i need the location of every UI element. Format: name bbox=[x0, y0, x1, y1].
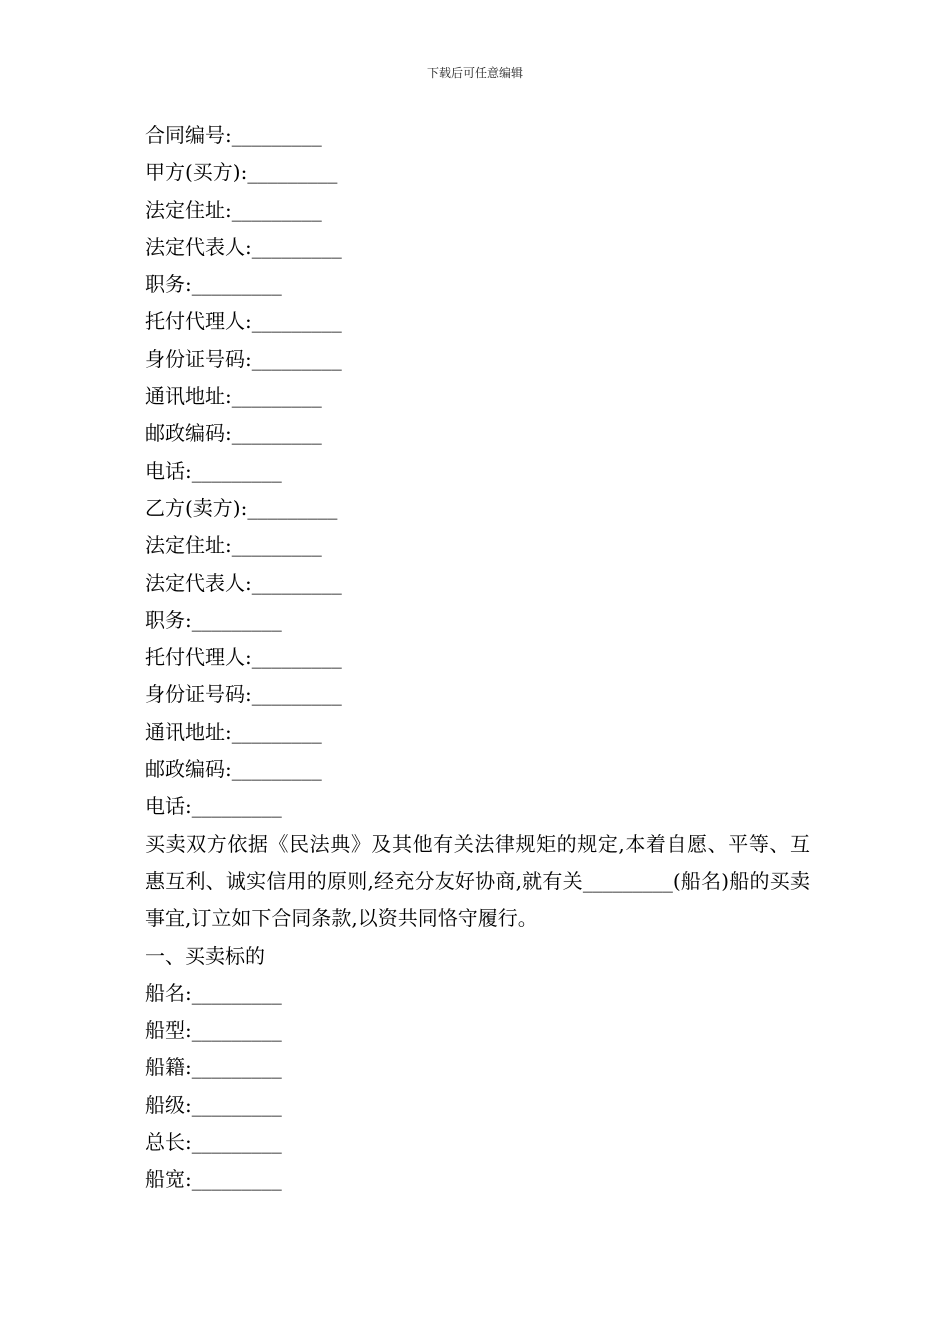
ship-registry-field: 船籍:_________ bbox=[145, 1055, 282, 1080]
party-b-field: 乙方(卖方):_________ bbox=[145, 495, 338, 520]
ship-type-field: 船型:_________ bbox=[145, 1018, 282, 1043]
ship-class-field: 船级:_________ bbox=[145, 1092, 282, 1117]
party-b-legal-rep-field: 法定代表人:_________ bbox=[145, 570, 342, 595]
party-a-mailing-address-field: 通讯地址:_________ bbox=[145, 384, 322, 409]
party-b-agent-field: 托付代理人:_________ bbox=[145, 645, 342, 670]
document-body bbox=[145, 117, 810, 1199]
contract-number-field: 合同编号:_________ bbox=[145, 123, 322, 147]
party-a-position-field: 职务:_________ bbox=[145, 272, 282, 297]
party-a-postal-code-field: 邮政编码:_________ bbox=[145, 421, 322, 446]
party-a-address-field: 法定住址:_________ bbox=[145, 197, 322, 222]
party-b-phone-field: 电话:_________ bbox=[145, 794, 282, 819]
page-header: 下载后可任意编辑 bbox=[426, 66, 523, 80]
party-a-field: 甲方(买方):_________ bbox=[145, 160, 338, 185]
party-a-id-number-field: 身份证号码:_________ bbox=[145, 346, 342, 371]
party-b-position-field: 职务:_________ bbox=[145, 607, 282, 632]
party-a-agent-field: 托付代理人:_________ bbox=[145, 309, 342, 334]
ship-beam-field: 船宽:_________ bbox=[145, 1167, 282, 1192]
section-title: 一、买卖标的 bbox=[145, 943, 265, 968]
party-b-address-field: 法定住址:_________ bbox=[145, 533, 322, 558]
party-b-mailing-address-field: 通讯地址:_________ bbox=[145, 719, 322, 744]
party-a-phone-field: 电话:_________ bbox=[145, 458, 282, 483]
overall-length-field: 总长:_________ bbox=[145, 1130, 282, 1155]
ship-name-field: 船名:_________ bbox=[145, 980, 282, 1005]
party-a-legal-rep-field: 法定代表人:_________ bbox=[145, 234, 342, 259]
party-b-id-number-field: 身份证号码:_________ bbox=[145, 682, 342, 707]
party-b-postal-code-field: 邮政编码:_________ bbox=[145, 757, 322, 782]
preamble-paragraph: 买卖双方依据《民法典》及其他有关法律规矩的规定,本着自愿、平等、互惠互利、诚实信用的原则,经充分友好协商,就有关_________(船名)船的买卖事宜,订立如下合同条款,以资共同恪守履行。 bbox=[145, 831, 810, 931]
